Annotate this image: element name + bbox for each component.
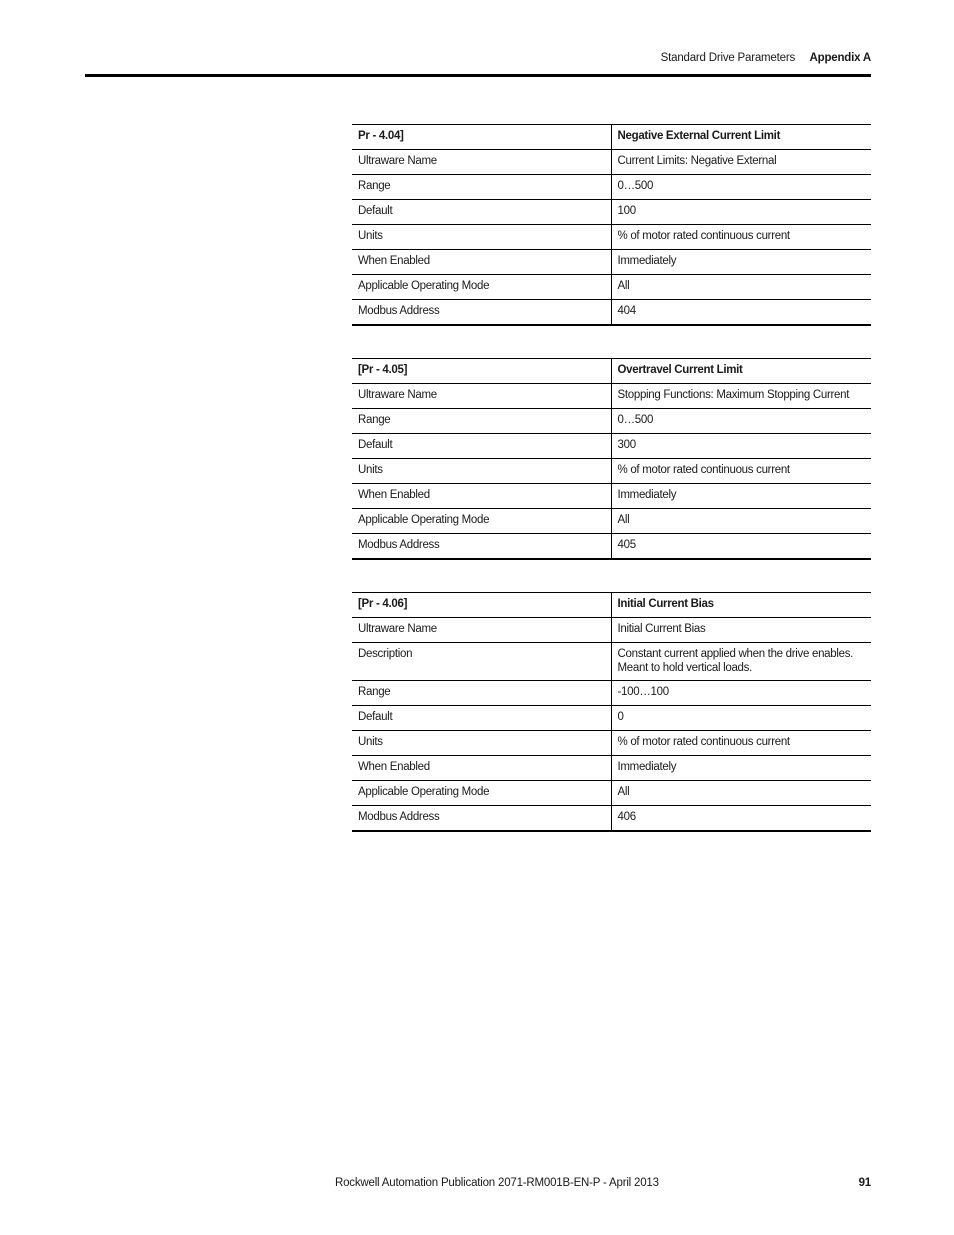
table-row (352, 409, 871, 434)
table-row (352, 384, 871, 409)
row-label: Range (352, 409, 611, 434)
table-row (352, 275, 871, 300)
header-appendix-label: Appendix A (809, 52, 871, 64)
page-header (85, 52, 871, 68)
table-header-row (352, 359, 871, 384)
row-value: All (611, 509, 871, 534)
table-row (352, 225, 871, 250)
row-label: Ultraware Name (352, 384, 611, 409)
table-row (352, 534, 871, 560)
table-row (352, 618, 871, 643)
row-value: Current Limits: Negative External (611, 150, 871, 175)
row-label: Range (352, 175, 611, 200)
row-label: Applicable Operating Mode (352, 275, 611, 300)
row-label: Units (352, 731, 611, 756)
parameter-table-4-05 (352, 358, 871, 560)
row-label: Modbus Address (352, 806, 611, 832)
row-label: Default (352, 706, 611, 731)
table-row (352, 459, 871, 484)
parameter-table-4-04 (352, 124, 871, 326)
table-row (352, 643, 871, 681)
row-label: When Enabled (352, 756, 611, 781)
row-label: When Enabled (352, 250, 611, 275)
table-row (352, 300, 871, 326)
row-value: % of motor rated continuous current (611, 459, 871, 484)
row-value: Constant current applied when the drive enables. Meant to hold vertical loads. (611, 643, 871, 681)
row-value: 404 (611, 300, 871, 326)
row-label: Modbus Address (352, 300, 611, 326)
header-section-title: Standard Drive Parameters (660, 52, 795, 64)
row-value: Immediately (611, 484, 871, 509)
row-value: 0…500 (611, 175, 871, 200)
table-row (352, 509, 871, 534)
parameter-id: [Pr - 4.05] (352, 359, 611, 384)
table-row (352, 731, 871, 756)
parameter-table-4-06 (352, 592, 871, 832)
header-rule (85, 74, 871, 77)
row-value: All (611, 275, 871, 300)
table-row (352, 781, 871, 806)
row-label: Default (352, 200, 611, 225)
table-row (352, 175, 871, 200)
row-label: Units (352, 225, 611, 250)
table-row (352, 681, 871, 706)
table-row (352, 806, 871, 832)
row-label: Ultraware Name (352, 150, 611, 175)
row-value: 300 (611, 434, 871, 459)
table-row (352, 434, 871, 459)
table-row (352, 484, 871, 509)
publication-info: Rockwell Automation Publication 2071-RM001B-EN-P - April 2013 (335, 1177, 659, 1189)
row-label: Applicable Operating Mode (352, 781, 611, 806)
row-label: Default (352, 434, 611, 459)
table-row (352, 756, 871, 781)
row-value: % of motor rated continuous current (611, 225, 871, 250)
row-value: -100…100 (611, 681, 871, 706)
table-row (352, 250, 871, 275)
row-value: 100 (611, 200, 871, 225)
parameter-title: Overtravel Current Limit (611, 359, 871, 384)
parameter-id: Pr - 4.04] (352, 125, 611, 150)
row-label: Applicable Operating Mode (352, 509, 611, 534)
row-value: 0 (611, 706, 871, 731)
row-value: 406 (611, 806, 871, 832)
row-label: Range (352, 681, 611, 706)
parameter-id: [Pr - 4.06] (352, 593, 611, 618)
row-value: 405 (611, 534, 871, 560)
table-header-row (352, 593, 871, 618)
row-value: All (611, 781, 871, 806)
page-number: 91 (858, 1177, 871, 1189)
table-header-row (352, 125, 871, 150)
row-value: Initial Current Bias (611, 618, 871, 643)
row-label: Ultraware Name (352, 618, 611, 643)
row-value: Immediately (611, 250, 871, 275)
table-row (352, 150, 871, 175)
row-value: % of motor rated continuous current (611, 731, 871, 756)
row-value: Immediately (611, 756, 871, 781)
row-label: Modbus Address (352, 534, 611, 560)
row-label: Description (352, 643, 611, 681)
parameter-title: Negative External Current Limit (611, 125, 871, 150)
table-row (352, 706, 871, 731)
row-label: Units (352, 459, 611, 484)
parameter-title: Initial Current Bias (611, 593, 871, 618)
row-label: When Enabled (352, 484, 611, 509)
row-value: Stopping Functions: Maximum Stopping Current (611, 384, 871, 409)
row-value: 0…500 (611, 409, 871, 434)
table-row (352, 200, 871, 225)
page-footer (85, 1177, 871, 1193)
